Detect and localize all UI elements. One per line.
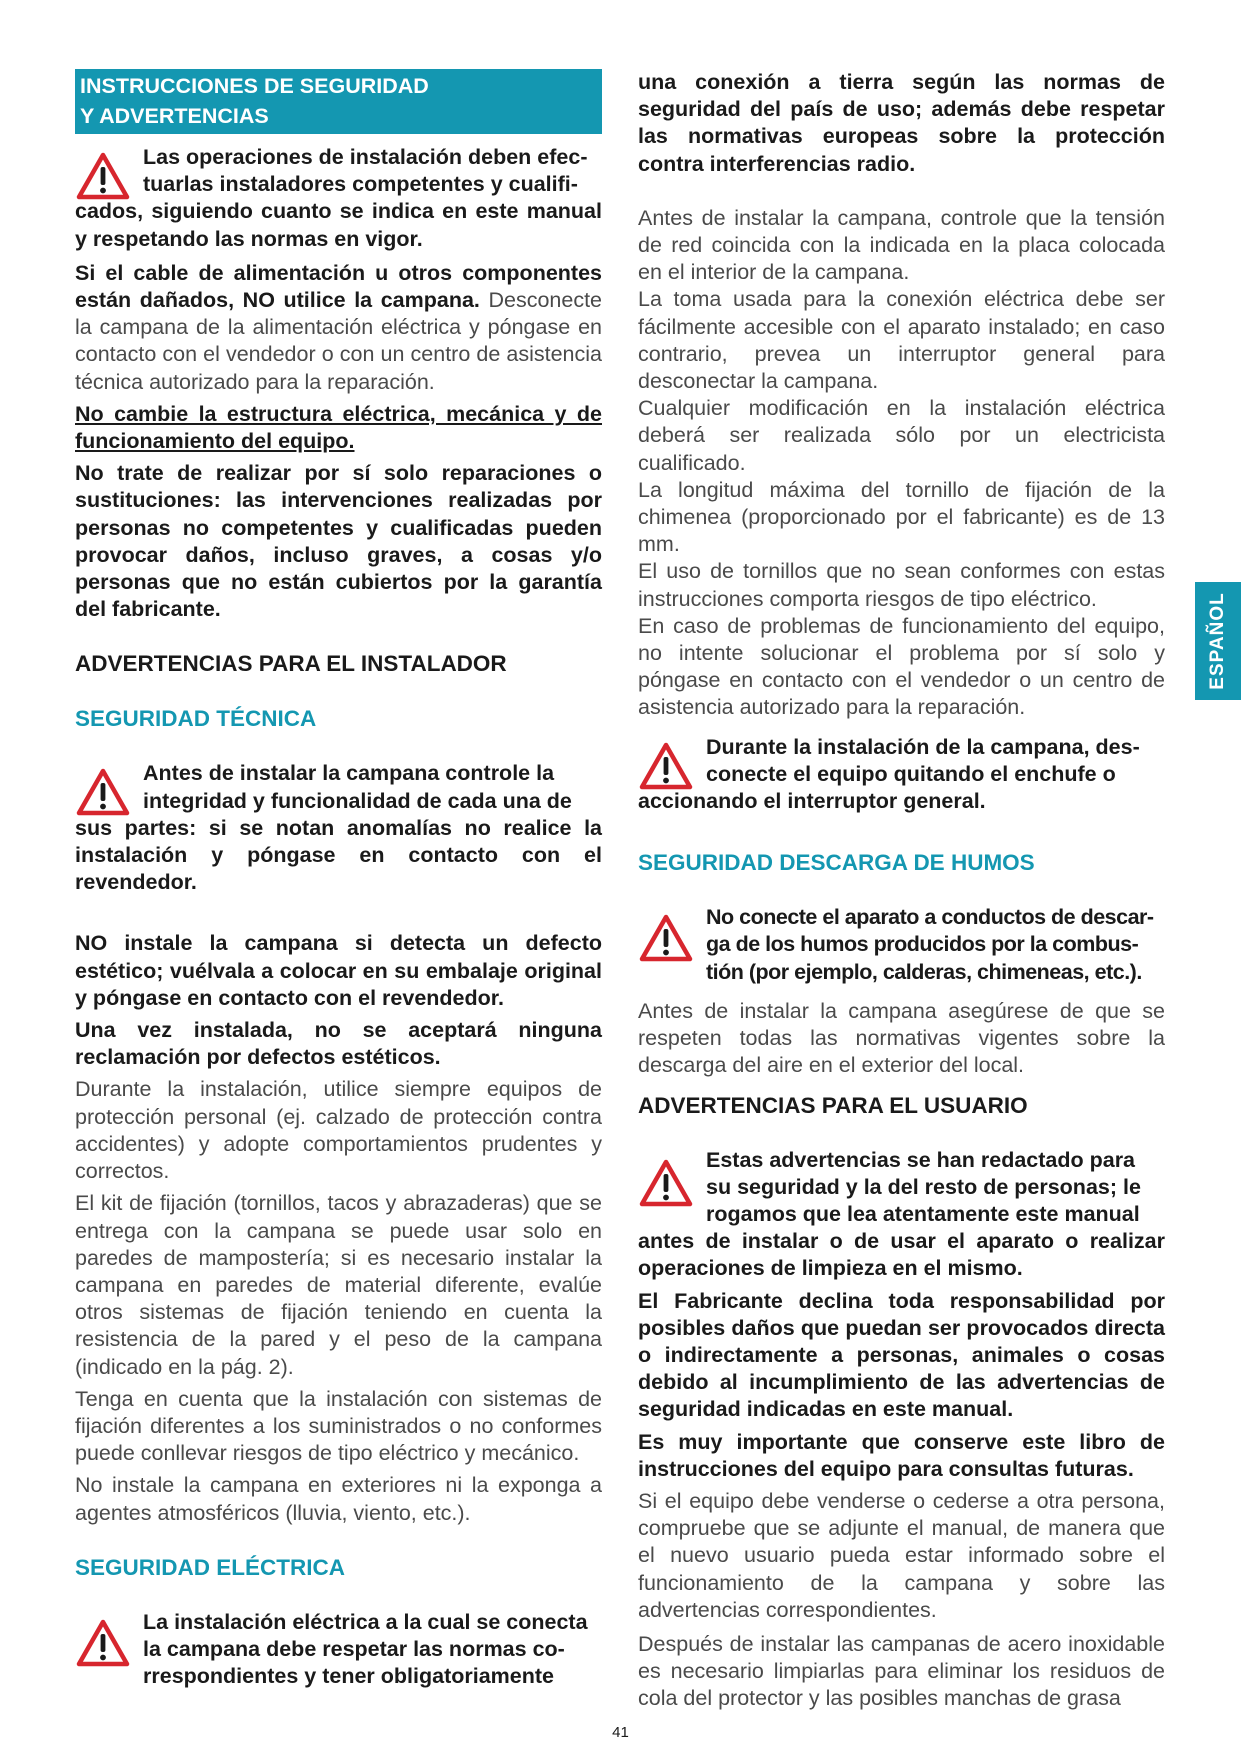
warning-text-line: rrespondientes y tener obligatoriamente (143, 1664, 554, 1689)
warning-block-electrical (75, 1609, 602, 1691)
warning-text-line: ga de los humos producidos por la combus- (706, 932, 1139, 957)
warning-text-line: La instalación eléctrica a la cual se conecta (143, 1609, 588, 1634)
page-number: 41 (612, 1724, 629, 1741)
smoke-safety-heading: SEGURIDAD DESCARGA DE HUMOS (638, 850, 1035, 876)
header-line-2: Y ADVERTENCIAS (80, 104, 269, 128)
warning-block-disconnect (638, 734, 1165, 816)
left-column (75, 69, 602, 1690)
air-discharge-paragraph: Antes de instalar la campana asegúrese de que se respeten todas las normativas vigentes sobre la descarga del aire en el exterior del local. (638, 998, 1165, 1078)
aesthetic-defect-paragraph: NO instale la campana si detecta un defecto estético; vuélvala a colocar en su embalaje original y póngase en contacto con el revendedor. (75, 931, 602, 1010)
cable-bold-text: Si el cable de alimentación u otros componentes están dañados, NO utilice la campana. (75, 260, 602, 313)
warning-triangle-icon (76, 1619, 130, 1668)
warning-triangle-icon (639, 914, 693, 963)
warning-text-line: Antes de instalar la campana controle la (143, 761, 555, 786)
protection-equipment-paragraph: Durante la instalación, utilice siempre equipos de protección personal (ej. calzado de protección contra accidentes) y adopte comportamientos prudentes y correctos. (75, 1077, 602, 1184)
warning-text-line: la campana debe respetar las normas co- (143, 1636, 565, 1661)
warning-text-rest: sus partes: si se notan anomalías no realice la instalación y póngase en contacto con el revendedor. (75, 815, 602, 895)
fixing-kit-paragraph: El kit de fijación (tornillos, tacos y abrazaderas) que se entrega con la campana se puede usar solo en paredes de mampostería; si es necesario instalar la campana en paredes de material diferente, evalúe otros sistemas de fijación teniendo en cuenta la resistencia de la pared y el peso de la campana (indicado en la pág. 2). (75, 1191, 602, 1379)
no-trate-paragraph: No trate de realizar por sí solo reparaciones o sustituciones: las intervenciones realizadas por personas no competentes y cualificadas pueden provocar daños, incluso graves, a cosas y/o personas que no están cubiertos por la garantía del fabricante. (75, 461, 602, 622)
section-header (75, 69, 602, 134)
manufacturer-liability-paragraph: El Fabricante declina toda responsabilidad por posibles daños que puedan ser provocados directa o indirectamente a personas, animales o cosas debido al incumplimiento de las advertencias de seguridad indicadas en este manual. (638, 1288, 1165, 1422)
installer-warnings-heading: ADVERTENCIAS PARA EL INSTALADOR (75, 651, 507, 677)
language-tab-label: ESPAÑOL (1207, 592, 1228, 690)
warning-text-line: integridad y funcionalidad de cada una de (143, 788, 572, 813)
right-column (638, 69, 1165, 1713)
warning-triangle-icon (76, 768, 130, 817)
warning-text-line: conecte el equipo quitando el enchufe o (706, 761, 1116, 786)
warning-text-line: su seguridad y la del resto de personas; le (706, 1174, 1141, 1199)
keep-manual-paragraph: Es muy importante que conserve este libro de instrucciones del equipo para consultas futuras. (638, 1429, 1165, 1481)
warning-text-line: tión (por ejemplo, calderas, chimeneas, etc.). (706, 959, 1142, 984)
warning-text-line: Durante la instalación de la campana, des- (706, 734, 1140, 759)
warning-text-line: Las operaciones de instalación deben efec- (143, 145, 588, 169)
warning-text-line: No conecte el aparato a conductos de descar- (706, 905, 1154, 930)
technical-safety-heading: SEGURIDAD TÉCNICA (75, 706, 317, 732)
warning-text-rest: cados, siguiendo cuanto se indica en este manual y respetando las normas en vigor. (75, 199, 602, 251)
warning-block-integrity (75, 760, 602, 896)
header-line-1: INSTRUCCIONES DE SEGURIDAD (80, 74, 429, 98)
malfunction-paragraph: En caso de problemas de funcionamiento del equipo, no intente solucionar el problema por sí solo y póngase en contacto con el vendedor o un centro de asistencia autorizado para la reparación. (638, 613, 1165, 720)
warning-block-smoke (638, 904, 1165, 986)
screw-usage-paragraph: El uso de tornillos que no sean conformes con estas instrucciones comporta riesgos de tipo eléctrico. (638, 559, 1165, 611)
warning-block-installers (75, 144, 602, 253)
cable-paragraph (75, 260, 602, 396)
warning-text-rest: accionando el interruptor general. (638, 789, 986, 814)
warning-text-line: tuarlas instaladores competentes y cualifi- (143, 172, 578, 197)
grounding-continuation-paragraph: una conexión a tierra según las normas de seguridad del país de uso; además debe respetar las normativas europeas sobre la protección contra interferencias radio. (638, 70, 1165, 176)
warning-text-line: rogamos que lea atentamente este manual (706, 1201, 1140, 1226)
voltage-paragraph: Antes de instalar la campana, controle que la tensión de red coincida con la indicada en la placa colocada en el interior de la campana. (638, 205, 1165, 285)
warning-block-user (638, 1147, 1165, 1283)
electrical-safety-heading: SEGURIDAD ELÉCTRICA (75, 1554, 346, 1580)
language-tab (1195, 582, 1241, 700)
warning-triangle-icon (639, 742, 693, 791)
no-cambie-paragraph: No cambie la estructura eléctrica, mecánica y de funcionamiento del equipo. (75, 401, 602, 454)
cable-light-text: Desconecte la campana de la alimentación eléctrica y póngase en contacto con el vendedor o con un centro de asistencia técnica autorizado para la reparación. (75, 288, 602, 394)
outdoor-paragraph: No instale la campana en exteriores ni la exponga a agentes atmosféricos (lluvia, viento, etc.). (75, 1473, 602, 1525)
user-warnings-heading: ADVERTENCIAS PARA EL USUARIO (638, 1092, 1028, 1118)
socket-paragraph: La toma usada para la conexión eléctrica debe ser fácilmente accesible con el aparato instalado; en caso contrario, prevea un interruptor general para desconectar la campana. (638, 287, 1165, 394)
resale-paragraph: Si el equipo debe venderse o cederse a otra persona, compruebe que se adjunte el manual, de manera que el nuevo usuario pueda estar informado sobre el funcionamiento de la campana y sobre las advertencias correspondientes. (638, 1488, 1165, 1622)
modification-paragraph: Cualquier modificación en la instalación eléctrica deberá ser realizada sólo por un electricista cualificado. (638, 396, 1165, 475)
warning-text-line: Estas advertencias se han redactado para (706, 1147, 1136, 1172)
screw-length-paragraph: La longitud máxima del tornillo de fijación de la chimenea (proporcionado por el fabricante) es de 13 mm. (638, 477, 1165, 557)
no-claims-paragraph: Una vez instalada, no se aceptará ninguna reclamación por defectos estéticos. (75, 1018, 602, 1070)
warning-triangle-icon (639, 1159, 693, 1208)
warning-triangle-icon (76, 152, 130, 201)
fixing-systems-paragraph: Tenga en cuenta que la instalación con sistemas de fijación diferentes a los suministrados o no conformes puede conllevar riesgos de tipo eléctrico y mecánico. (75, 1386, 602, 1466)
stainless-cleaning-paragraph: Después de instalar las campanas de acero inoxidable es necesario limpiarlas para eliminar los residuos de cola del protector y las posibles manchas de grasa (638, 1631, 1165, 1711)
warning-text-rest: antes de instalar o de usar el aparato o realizar operaciones de limpieza en el mismo. (638, 1229, 1165, 1281)
